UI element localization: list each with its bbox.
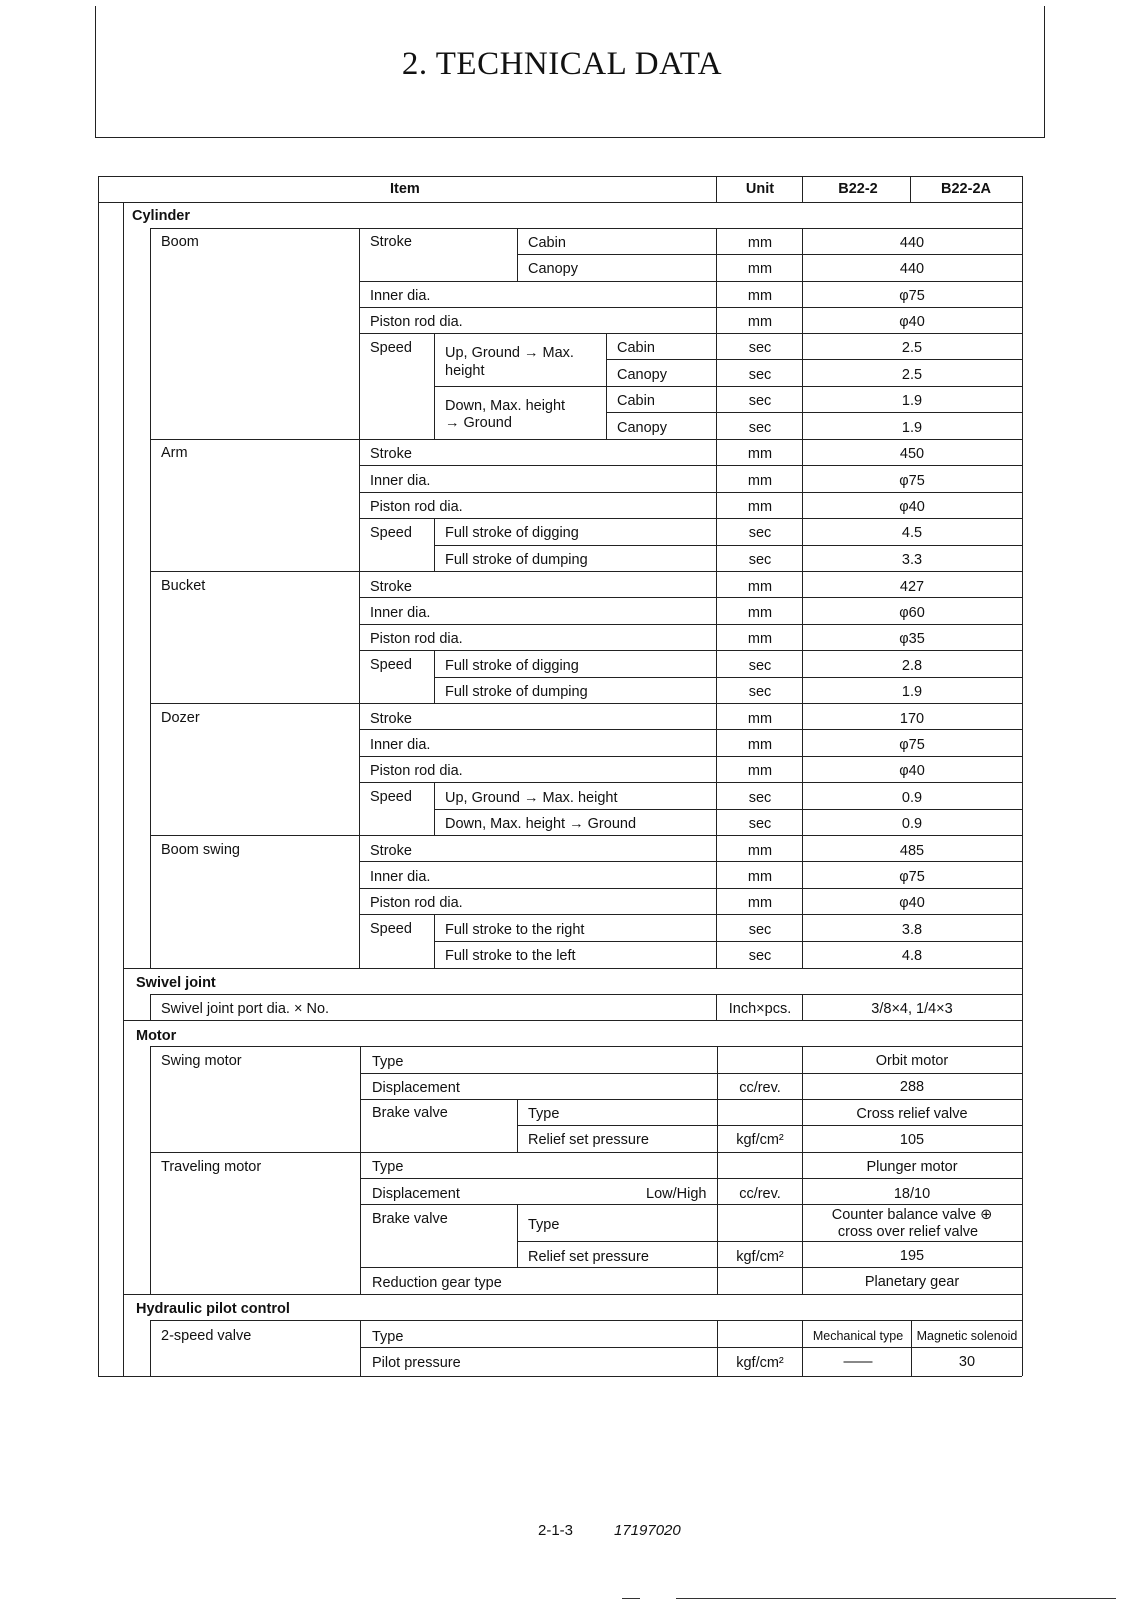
table-rule (606, 359, 1022, 360)
traveling-motor-relief-value: 195 (899, 1248, 925, 1264)
boom-swing-label: Boom swing (161, 842, 240, 858)
traveling-motor-disp: Displacement (372, 1186, 460, 1202)
cylinder-value-cell: 427 (899, 579, 925, 595)
boom-swing-rod: Piston rod dia. (370, 895, 463, 911)
cylinder-unit-cell: mm (747, 288, 773, 304)
cylinder-value-cell: φ75 (899, 869, 925, 885)
cylinder-unit-cell: mm (747, 763, 773, 779)
table-rule (360, 624, 1022, 625)
boom-down-line2: → Ground (445, 415, 512, 431)
table-rule (98, 176, 99, 1376)
cylinder-value-cell: 1.9 (901, 684, 923, 700)
section-cylinder: Cylinder (132, 208, 191, 224)
boom-stroke-canopy: Canopy (528, 261, 578, 277)
header-model-1: B22-2 (838, 181, 878, 197)
swing-motor-relief: Relief set pressure (528, 1132, 649, 1148)
cylinder-value-cell: 1.9 (901, 420, 923, 436)
cylinder-unit-cell: sec (748, 340, 772, 356)
swivel-value: 3/8×4, 1/4×3 (871, 1001, 953, 1017)
table-rule (717, 1046, 718, 1294)
arm-stroke: Stroke (370, 446, 412, 462)
cylinder-value-cell: φ40 (899, 763, 925, 779)
cylinder-value-cell: 2.5 (901, 340, 923, 356)
table-rule (1022, 176, 1023, 1376)
boom-rod: Piston rod dia. (370, 314, 463, 330)
table-rule (434, 386, 1022, 387)
table-rule (434, 333, 435, 439)
cylinder-value-cell: 440 (899, 235, 925, 251)
bucket-rod: Piston rod dia. (370, 631, 463, 647)
traveling-motor-label: Traveling motor (161, 1159, 262, 1175)
cylinder-unit-cell: sec (748, 684, 772, 700)
boom-swing-speed: Speed (370, 921, 412, 937)
cylinder-value-cell: 3.8 (901, 922, 923, 938)
table-rule (150, 703, 1022, 704)
table-rule (517, 1241, 1022, 1242)
cylinder-unit-cell: sec (748, 420, 772, 436)
table-rule (360, 1204, 1022, 1205)
table-rule (802, 228, 803, 968)
table-rule (360, 888, 1022, 889)
traveling-motor-lowhigh: Low/High (646, 1186, 707, 1202)
cylinder-unit-cell: mm (747, 843, 773, 859)
swing-motor-label: Swing motor (161, 1053, 242, 1069)
table-rule (716, 176, 717, 202)
table-rule (150, 994, 1022, 995)
table-rule (360, 914, 1022, 915)
table-rule (360, 650, 1022, 651)
table-rule (360, 465, 1022, 466)
bottom-rule (676, 1598, 1116, 1599)
cylinder-value-cell: 170 (899, 711, 925, 727)
cylinder-value-cell: 440 (899, 261, 925, 277)
bucket-speed-1: Full stroke of digging (445, 658, 579, 674)
boom-down-cabin: Cabin (617, 393, 655, 409)
boom-swing-speed-1: Full stroke to the right (445, 922, 585, 938)
table-rule (716, 228, 717, 968)
swing-motor-relief-value: 105 (899, 1132, 925, 1148)
dozer-inner: Inner dia. (370, 737, 431, 753)
cylinder-unit-cell: mm (747, 235, 773, 251)
swivel-unit: Inch×pcs. (728, 1001, 792, 1017)
cylinder-value-cell: φ35 (899, 631, 925, 647)
cylinder-unit-cell: mm (747, 499, 773, 515)
cylinder-value-cell: φ75 (899, 737, 925, 753)
bucket-speed-2: Full stroke of dumping (445, 684, 588, 700)
cylinder-unit-cell: mm (747, 711, 773, 727)
cylinder-value-cell: 1.9 (901, 393, 923, 409)
header-item: Item (390, 181, 420, 197)
boom-stroke-cabin: Cabin (528, 235, 566, 251)
table-rule (517, 1099, 518, 1152)
dozer-speed: Speed (370, 789, 412, 805)
table-rule (98, 1376, 1022, 1377)
table-rule (517, 1204, 518, 1267)
dozer-speed-1: Up, Ground → Max. height (445, 790, 618, 806)
table-rule (360, 1073, 1022, 1074)
table-rule (150, 835, 1022, 836)
traveling-motor-relief: Relief set pressure (528, 1249, 649, 1265)
traveling-motor-disp-value: 18/10 (893, 1186, 931, 1202)
section-swivel-joint: Swivel joint (136, 975, 216, 991)
cylinder-value-cell: 0.9 (901, 816, 923, 832)
swivel-item: Swivel joint port dia. × No. (161, 1001, 330, 1017)
swing-motor-type: Type (372, 1054, 404, 1070)
table-rule (360, 333, 1022, 334)
cylinder-value-cell: 450 (899, 446, 925, 462)
boom-swing-speed-2: Full stroke to the left (445, 948, 576, 964)
table-rule (98, 202, 1022, 203)
cylinder-unit-cell: mm (747, 261, 773, 277)
boom-inner: Inner dia. (370, 288, 431, 304)
cylinder-unit-cell: sec (748, 393, 772, 409)
table-rule (517, 254, 1022, 255)
table-rule (360, 1267, 1022, 1268)
bucket-inner: Inner dia. (370, 605, 431, 621)
cylinder-value-cell: φ75 (899, 473, 925, 489)
table-rule (434, 914, 435, 968)
table-rule (434, 677, 1022, 678)
cylinder-unit-cell: sec (748, 790, 772, 806)
arm-speed-1: Full stroke of digging (445, 525, 579, 541)
boom-up-cabin: Cabin (617, 340, 655, 356)
cylinder-value-cell: 2.5 (901, 367, 923, 383)
boom-up-canopy: Canopy (617, 367, 667, 383)
table-rule (150, 1046, 151, 1294)
table-rule (150, 228, 151, 968)
arm-inner: Inner dia. (370, 473, 431, 489)
cylinder-value-cell: φ40 (899, 314, 925, 330)
boom-swing-stroke: Stroke (370, 843, 412, 859)
traveling-motor-disp-unit: cc/rev. (739, 1186, 781, 1202)
table-rule (360, 1347, 1022, 1348)
cylinder-value-cell: 4.5 (901, 525, 923, 541)
cylinder-unit-cell: mm (747, 579, 773, 595)
traveling-motor-relief-unit: kgf/cm² (736, 1249, 784, 1265)
page-title: 2. TECHNICAL DATA (401, 46, 723, 82)
table-rule (360, 729, 1022, 730)
two-speed-valve-label: 2-speed valve (161, 1328, 252, 1344)
pilot-pressure-unit: kgf/cm² (736, 1355, 784, 1371)
traveling-motor-brake: Brake valve (372, 1211, 448, 1227)
dozer-stroke: Stroke (370, 711, 412, 727)
traveling-motor-gear-value: Planetary gear (864, 1274, 960, 1290)
table-rule (150, 994, 151, 1020)
table-rule (98, 176, 1022, 177)
table-rule (802, 1320, 803, 1376)
swing-motor-brake: Brake valve (372, 1105, 448, 1121)
table-rule (360, 492, 1022, 493)
cylinder-unit-cell: mm (747, 314, 773, 330)
traveling-motor-brake-type: Type (528, 1217, 560, 1233)
cylinder-value-cell: 3.3 (901, 552, 923, 568)
pilot-pressure-value-2: 30 (958, 1354, 976, 1370)
table-rule (606, 333, 607, 439)
document-code: 17197020 (614, 1522, 681, 1539)
bucket-stroke: Stroke (370, 579, 412, 595)
table-rule (150, 571, 1022, 572)
table-rule (434, 518, 435, 571)
bucket-speed: Speed (370, 657, 412, 673)
cylinder-unit-cell: sec (748, 552, 772, 568)
table-rule (910, 176, 911, 202)
table-rule (802, 1046, 803, 1294)
cylinder-unit-cell: mm (747, 605, 773, 621)
boom-up-line1: Up, Ground → Max. (445, 345, 574, 361)
table-rule (150, 228, 1022, 229)
cylinder-value-cell: φ40 (899, 895, 925, 911)
swing-motor-brake-type-value: Cross relief valve (856, 1106, 968, 1122)
section-motor: Motor (136, 1028, 177, 1044)
cylinder-unit-cell: sec (748, 948, 772, 964)
table-rule (360, 597, 1022, 598)
table-rule (150, 1320, 1022, 1321)
cylinder-unit-cell: sec (748, 658, 772, 674)
pilot-pressure-value-1: —— (843, 1354, 873, 1370)
cylinder-unit-cell: sec (748, 367, 772, 383)
cylinder-unit-cell: mm (747, 869, 773, 885)
table-rule (123, 1020, 1022, 1021)
boom-down-canopy: Canopy (617, 420, 667, 436)
two-speed-valve-type-value-1: Mechanical type (812, 1329, 904, 1343)
arm-speed: Speed (370, 525, 412, 541)
cylinder-unit-cell: mm (747, 737, 773, 753)
boom-up-line2: height (445, 363, 485, 379)
table-rule (434, 650, 435, 703)
pilot-pressure-label: Pilot pressure (372, 1355, 461, 1371)
table-rule (434, 545, 1022, 546)
traveling-motor-gear: Reduction gear type (372, 1275, 502, 1291)
table-rule (360, 1320, 361, 1376)
cylinder-value-cell: φ75 (899, 288, 925, 304)
table-rule (434, 782, 435, 835)
cylinder-unit-cell: mm (747, 631, 773, 647)
dozer-rod: Piston rod dia. (370, 763, 463, 779)
table-rule (150, 439, 1022, 440)
table-rule (360, 756, 1022, 757)
table-rule (517, 1125, 1022, 1126)
boom-down-line1: Down, Max. height (445, 398, 566, 414)
table-rule (802, 994, 803, 1020)
table-rule (716, 994, 717, 1020)
table-rule (360, 307, 1022, 308)
traveling-motor-brake-type-value-1: Counter balance valve ⊕ (831, 1207, 993, 1223)
cylinder-unit-cell: mm (747, 895, 773, 911)
traveling-motor-type-value: Plunger motor (866, 1159, 958, 1175)
cylinder-value-cell: φ60 (899, 605, 925, 621)
boom-label: Boom (161, 234, 199, 250)
table-rule (802, 176, 803, 202)
table-rule (434, 941, 1022, 942)
table-rule (911, 1320, 912, 1376)
arm-label: Arm (161, 445, 188, 461)
table-rule (606, 412, 1022, 413)
section-hydraulic-pilot-control: Hydraulic pilot control (136, 1301, 290, 1317)
table-rule (360, 281, 1022, 282)
bucket-label: Bucket (161, 578, 206, 594)
table-rule (360, 782, 1022, 783)
table-rule (360, 518, 1022, 519)
traveling-motor-type: Type (372, 1159, 404, 1175)
header-unit: Unit (745, 181, 775, 197)
table-rule (360, 1046, 361, 1294)
header-model-2: B22-2A (941, 181, 991, 197)
cylinder-value-cell: 485 (899, 843, 925, 859)
boom-stroke: Stroke (370, 234, 412, 250)
table-rule (123, 202, 124, 1376)
table-rule (150, 1320, 151, 1376)
cylinder-value-cell: 4.8 (901, 948, 923, 964)
dozer-label: Dozer (161, 710, 200, 726)
boom-speed: Speed (370, 340, 412, 356)
table-rule (717, 1320, 718, 1376)
page-number: 2-1-3 (538, 1522, 574, 1539)
table-rule (359, 228, 360, 968)
cylinder-value-cell: 0.9 (901, 790, 923, 806)
bottom-rule-short (622, 1598, 640, 1599)
cylinder-unit-cell: sec (748, 525, 772, 541)
arm-speed-2: Full stroke of dumping (445, 552, 588, 568)
two-speed-valve-type-value-2: Magnetic solenoid (916, 1329, 1018, 1343)
cylinder-unit-cell: mm (747, 446, 773, 462)
table-rule (360, 1099, 1022, 1100)
cylinder-unit-cell: sec (748, 922, 772, 938)
table-rule (360, 1178, 1022, 1179)
two-speed-valve-type: Type (372, 1329, 404, 1345)
table-rule (150, 1046, 1022, 1047)
boom-swing-inner: Inner dia. (370, 869, 431, 885)
table-rule (434, 809, 1022, 810)
traveling-motor-brake-type-value-2: cross over relief valve (837, 1224, 979, 1240)
swing-motor-disp-value: 288 (899, 1079, 925, 1095)
cylinder-unit-cell: mm (747, 473, 773, 489)
swing-motor-disp-unit: cc/rev. (739, 1080, 781, 1096)
swing-motor-brake-type: Type (528, 1106, 560, 1122)
table-rule (123, 1294, 1022, 1295)
table-rule (360, 861, 1022, 862)
cylinder-unit-cell: sec (748, 816, 772, 832)
arm-rod: Piston rod dia. (370, 499, 463, 515)
table-rule (517, 228, 518, 281)
cylinder-value-cell: 2.8 (901, 658, 923, 674)
dozer-speed-2: Down, Max. height → Ground (445, 816, 637, 832)
cylinder-value-cell: φ40 (899, 499, 925, 515)
swing-motor-disp: Displacement (372, 1080, 460, 1096)
table-rule (150, 1152, 1022, 1153)
swing-motor-type-value: Orbit motor (875, 1053, 949, 1069)
swing-motor-relief-unit: kgf/cm² (736, 1132, 784, 1148)
table-rule (123, 968, 1022, 969)
